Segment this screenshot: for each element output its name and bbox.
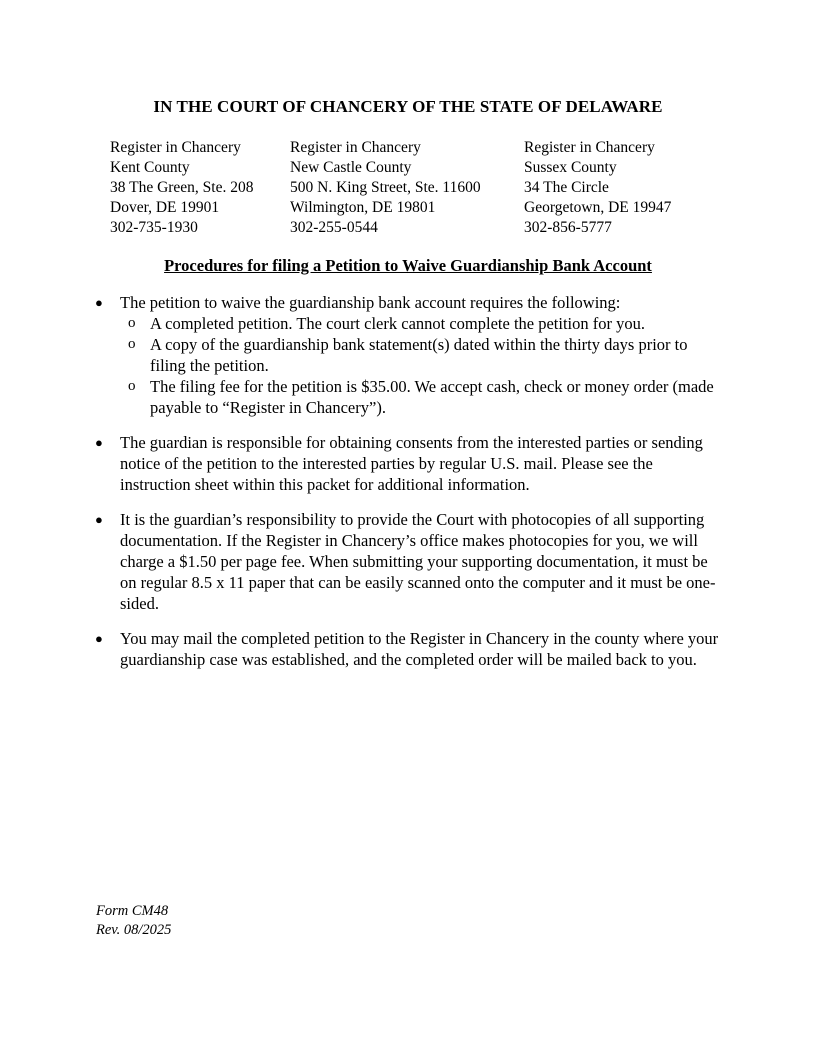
form-number: Form CM48 (96, 903, 169, 919)
form-footer (96, 902, 171, 940)
bullet-icon: ● (95, 295, 103, 310)
requirement-item (120, 376, 725, 418)
circle-bullet-icon: o (128, 336, 136, 352)
bullet-icon: ● (95, 435, 103, 450)
procedure-text: The guardian is responsible for obtaining consents from the interested parties or sending notice of the petition to the interested parties by regular U.S. mail. Please see the instruction sheet within this packet for additional information. (120, 433, 703, 494)
office-sussex (524, 138, 671, 238)
office-city: Wilmington, DE 19801 (290, 199, 436, 216)
circle-bullet-icon: o (128, 315, 136, 331)
court-title: IN THE COURT OF CHANCERY OF THE STATE OF DELAWARE (153, 97, 663, 116)
requirement-text: A completed petition. The court clerk cannot complete the petition for you. (150, 314, 646, 333)
office-kent (110, 138, 254, 238)
procedure-item (95, 432, 725, 495)
office-title: Register in Chancery (290, 139, 421, 156)
office-new-castle (290, 138, 481, 238)
procedure-text: The petition to waive the guardianship bank account requires the following: (120, 293, 621, 312)
office-city: Dover, DE 19901 (110, 199, 220, 216)
requirement-item (120, 313, 725, 334)
office-county: New Castle County (290, 159, 412, 176)
procedure-text: You may mail the completed petition to the Register in Chancery in the county where your guardianship case was established, and the completed order will be mailed back to you. (120, 629, 719, 669)
office-addresses (0, 138, 816, 238)
office-county: Kent County (110, 159, 190, 176)
procedure-item (95, 509, 725, 614)
requirement-text: A copy of the guardianship bank statement(s) dated within the thirty days prior to filing the petition. (150, 335, 688, 375)
office-title: Register in Chancery (110, 139, 241, 156)
office-street: 34 The Circle (524, 179, 609, 196)
procedures-list (95, 292, 725, 684)
office-street: 500 N. King Street, Ste. 11600 (290, 179, 481, 196)
office-title: Register in Chancery (524, 139, 655, 156)
form-revision: Rev. 08/2025 (96, 922, 172, 938)
requirements-sublist (120, 313, 725, 418)
requirement-item (120, 334, 725, 376)
circle-bullet-icon: o (128, 378, 136, 394)
procedure-item (95, 292, 725, 418)
procedures-title: Procedures for filing a Petition to Waive Guardianship Bank Account (164, 256, 652, 275)
office-city: Georgetown, DE 19947 (524, 199, 672, 216)
office-phone: 302-255-0544 (290, 219, 378, 236)
bullet-icon: ● (95, 631, 103, 646)
requirement-text: The filing fee for the petition is $35.00. We accept cash, check or money order (made payable to “Register in Chancery”). (150, 377, 714, 417)
procedure-item (95, 628, 725, 670)
office-county: Sussex County (524, 159, 617, 176)
office-phone: 302-735-1930 (110, 219, 198, 236)
office-phone: 302-856-5777 (524, 219, 612, 236)
procedure-text: It is the guardian’s responsibility to provide the Court with photocopies of all supporting documentation. If the Register in Chancery’s office makes photocopies for you, we will charge a $1.50 per page fee. When submitting your supporting documentation, it must be on regular 8.5 x 11 paper that can be easily scanned onto the computer and it must be one-sided. (120, 510, 716, 613)
office-street: 38 The Green, Ste. 208 (110, 179, 254, 196)
bullet-icon: ● (95, 512, 103, 527)
